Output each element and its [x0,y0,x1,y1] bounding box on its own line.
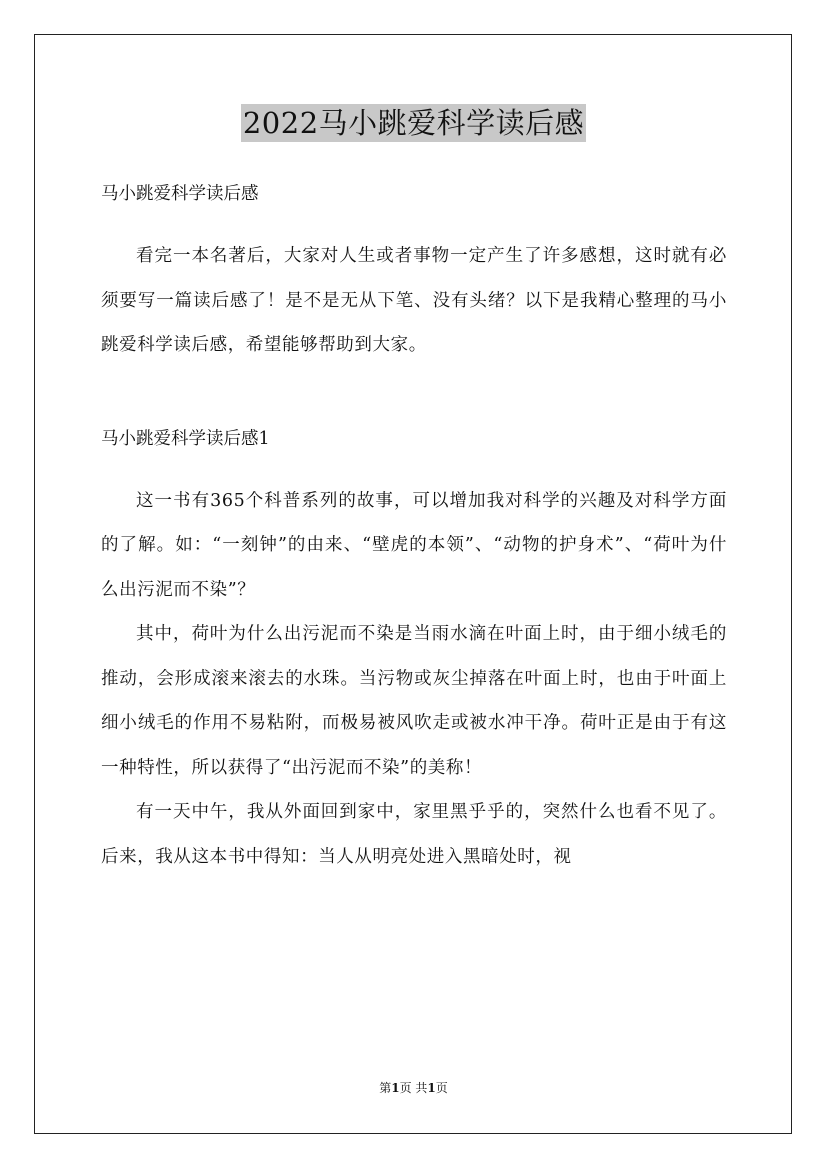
page-footer [0,1080,827,1096]
page-current-number: 1 [391,1081,400,1095]
spacer [101,368,727,417]
spacer [101,461,727,479]
page-total-number: 1 [427,1081,436,1095]
intro-heading: 马小跳爱科学读后感 [101,184,259,204]
page-label-suffix: 页 [435,1081,448,1095]
intro-paragraph: 看完一本名著后，大家对人生或者事物一定产生了许多感想，这时就有必须要写一篇读后感了！是不是无从下笔、没有头绪？以下是我精心整理的马小跳爱科学读后感，希望能够帮助到大家。 [101,246,727,355]
body-paragraph: 这一书有365个科普系列的故事，可以增加我对科学的兴趣及对科学方面的了解。如：“一刻钟”的由来、“壁虎的本领”、“动物的护身术”、“荷叶为什么出污泥而不染”？ [101,490,727,600]
page-label-prefix: 第 [379,1081,392,1095]
body-paragraph: 有一天中午，我从外面回到家中，家里黑乎乎的，突然什么也看不见了。后来，我从这本书中得知：当人从明亮处进入黑暗处时，视 [101,802,727,867]
document-body [101,172,727,879]
section-heading: 马小跳爱科学读后感1 [101,428,270,449]
title-container [0,104,827,142]
page-label-mid: 页 共 [399,1081,428,1095]
body-paragraph: 其中，荷叶为什么出污泥而不染是当雨水滴在叶面上时，由于细小绒毛的推动，会形成滚来滚去的水珠。当污物或灰尘掉落在叶面上时，也由于叶面上细小绒毛的作用不易粘附，而极易被风吹走或被水冲干净。荷叶正是由于有这一种特性，所以获得了“出污泥而不染”的美称！ [101,624,727,778]
spacer [101,216,727,234]
document-title: 2022马小跳爱科学读后感 [242,106,585,140]
